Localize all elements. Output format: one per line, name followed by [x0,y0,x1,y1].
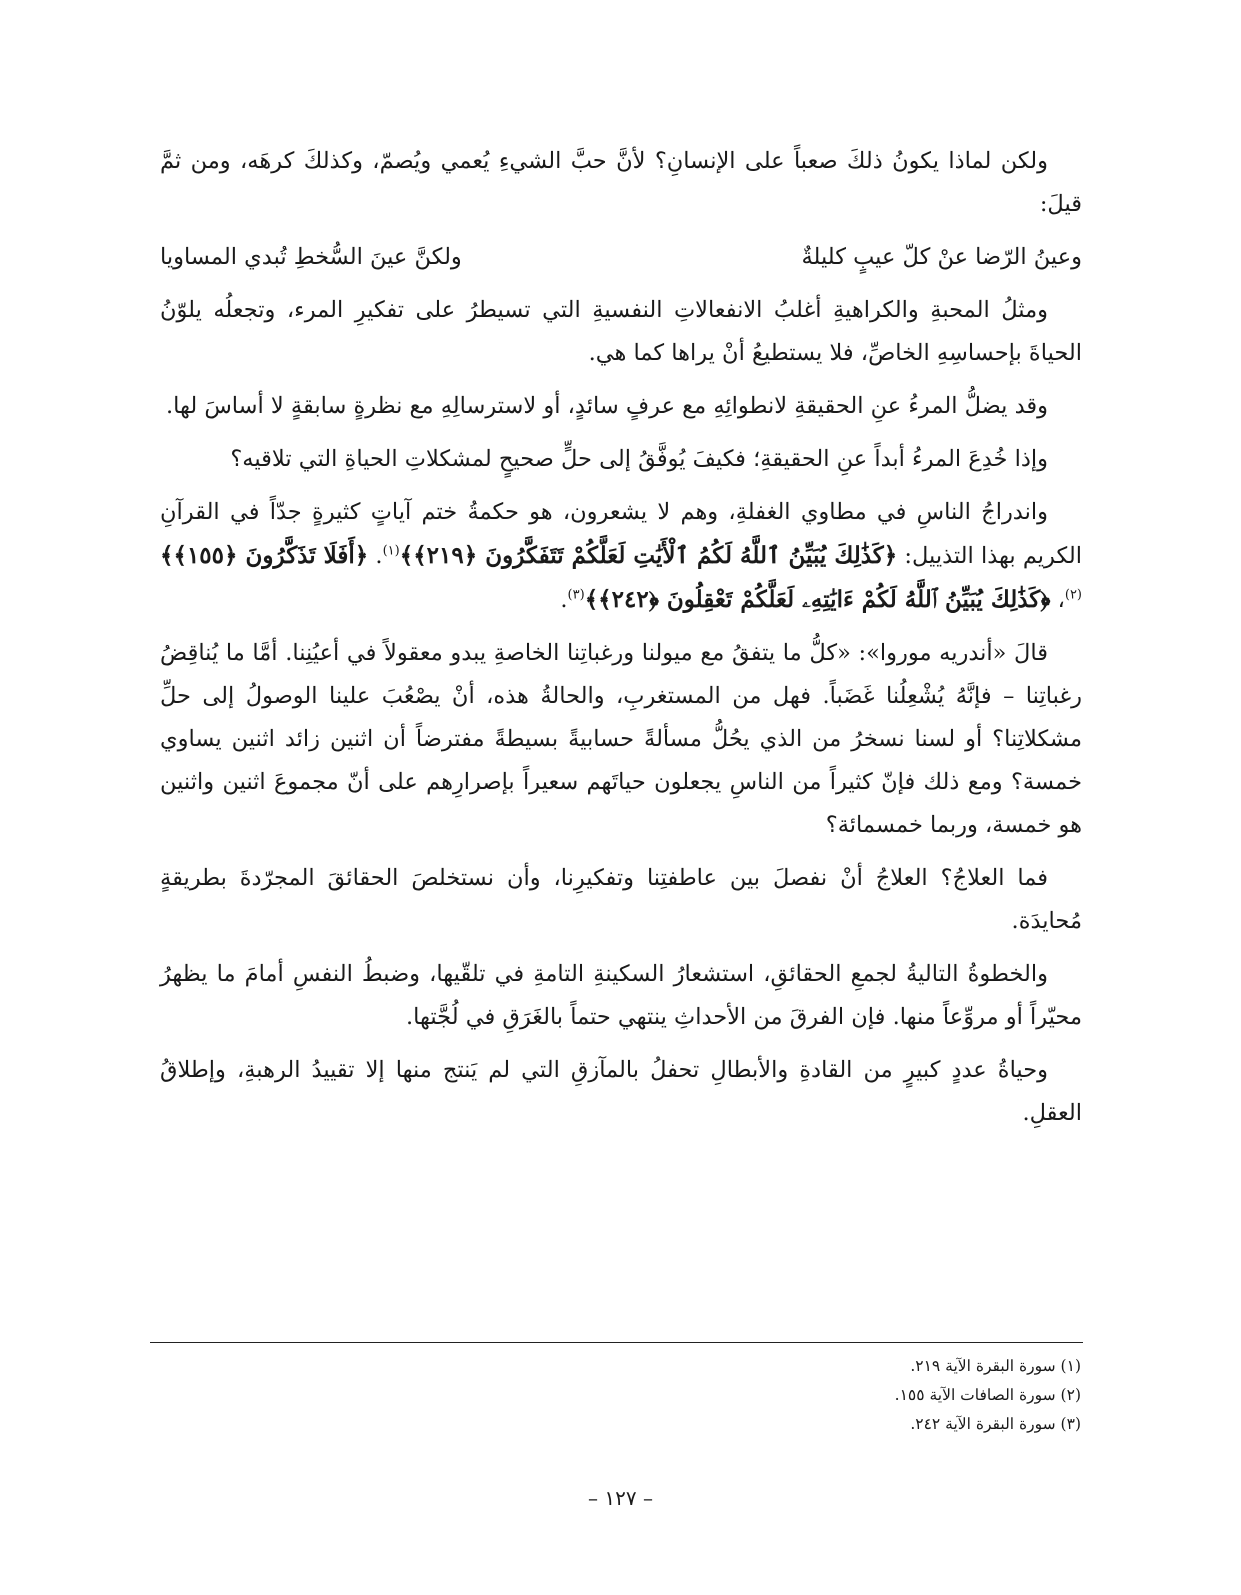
quran-verse-3: ﴿كَذَٰلِكَ يُبَيِّنُ ٱللَّهُ لَكُمْ ءَايَٰتِهِۦ لَعَلَّكُمْ تَعْقِلُونَ ﴿٢٤٢﴾﴾ [584,586,1051,613]
paragraph-3: ومثلُ المحبةِ والكراهيةِ أغلبُ الانفعالاتِ النفسيةِ التي تسيطرُ على تفكيرِ المرء، وتجعلُه يلوّنُ الحياةَ بإحساسِهِ الخاصِّ، فلا يستطيعُ أنْ يراها كما هي. [160,297,1082,366]
footnote-ref-1[interactable]: (١) [382,543,400,559]
paragraph-7: قالَ «أندريه موروا»: «كلُّ ما يتفقُ مع ميولنا ورغباتِنا الخاصةِ يبدو معقولاً في أعيُنِنا. أمَّا ما يُناقِضُ رغباتِنا – فإنَّهُ يُشْعِلُنا غَضَباً. فهل من المستغربِ، والحالةُ هذه، أنْ يصْعُبَ علينا الوصولُ إلى حلِّ مشكلاتِنا؟ أو لسنا نسخرُ من الذي يحُلُّ مسألةً حسابيةً بسيطةً مفترضاً أن اثنين زائد اثنين يساوي خمسة؟ ومع ذلك فإنّ كثيراً من الناسِ يجعلون حياتَهم سعيراً بإصرارِهم على أنّ مجموعَ اثنين واثنين هو خمسة، وربما خمسمائة؟ [160,640,1082,838]
footnotes [481,1352,1081,1439]
paragraph-9: والخطوةُ التاليةُ لجمعِ الحقائقِ، استشعارُ السكينةِ التامةِ في تلقّيها، وضبطُ النفسِ أمامَ ما يظهرُ محيّراً أو مروِّعاً منها. فإن الفرقَ من الأحداثِ ينتهي حتماً بالغَرَقِ في لُجَّتها. [160,961,1082,1030]
paragraph-8: فما العلاجُ؟ العلاجُ أنْ نفصلَ بين عاطفتِنا وتفكيرِنا، وأن نستخلصَ الحقائقَ المجرّدةَ بطريقةٍ مُحايدَة. [160,865,1082,934]
paragraph-4: وقد يضلُّ المرءُ عنِ الحقيقةِ لانطوائِهِ مع عرفٍ سائدٍ، أو لاسترسالِهِ مع نظرةٍ سابقةٍ لا أساسَ لها. [165,393,1048,419]
footnote-3: (٣) سورة البقرة الآية ٢٤٢. [910,1415,1081,1433]
page-number: – ١٢٧ – [588,1486,653,1510]
footnote-ref-2[interactable]: (٢) [1064,587,1082,603]
paragraph-6: واندراجُ الناسِ في مطاوي الغفلةِ، وهم لا يشعرون، هو حكمةُ ختم آياتٍ كثيرةٍ جدّاً في القرآنِ الكريم بهذا التذييل: ﴿كَذَٰلِكَ يُبَيِّنُ ٱللَّهُ لَكُمُ ٱلْأَيَٰتِ لَعَلَّكُمْ تَتَفَكَّرُونَ ﴿٢١٩﴾﴾$^{(١)}$. ﴿أَفَلَا تَذَكَّرُونَ ﴿١٥٥﴾﴾$^{(٢)}$، ﴿كَذَٰلِكَ يُبَيِّنُ ٱللَّهُ لَكُمْ ءَايَٰتِهِۦ لَعَلَّكُمْ تَعْقِلُونَ ﴿٢٤٢﴾﴾$^{(٣)}$. [160,499,1083,613]
footnote-1: (١) سورة البقرة الآية ٢١٩. [910,1357,1081,1375]
paragraph-5: وإذا خُدِعَ المرءُ أبداً عنِ الحقيقةِ؛ فكيفَ يُوفَّقُ إلى حلٍّ صحيحٍ لمشكلاتِ الحياةِ التي تلاقيه؟ [230,446,1048,472]
footnote-2: (٢) سورة الصافات الآية ١٥٥. [894,1386,1081,1404]
paragraph-6-intro: واندراجُ الناسِ في مطاوي الغفلةِ، وهم لا يشعرون، هو حكمةُ ختم آياتٍ كثيرةٍ جدّاً في القرآنِ الكريم بهذا التذييل: [160,499,1083,569]
verse-hemistich-1: وعينُ الرّضا عنْ كلّ عيبٍ كليلةٌ [801,244,1082,270]
quran-verse-2: ﴿أَفَلَا تَذَكَّرُونَ ﴿١٥٥﴾﴾ [160,542,369,569]
poetry-verse [160,236,1082,279]
verse-hemistich-2: ولكنَّ عينَ السُّخطِ تُبدي المساويا [160,244,462,270]
paragraph-1: ولكن لماذا يكونُ ذلكَ صعباً على الإنسانِ؟ لأنَّ حبَّ الشيءِ يُعمي ويُصمّ، وكذلكَ كرهَه، ومن ثمَّ قيلَ: [160,148,1082,217]
paragraph-10: وحياةُ عددٍ كبيرٍ من القادةِ والأبطالِ تحفلُ بالمآزقِ التي لم يَنتج منها إلا تقييدُ الرهبةِ، وإطلاقُ العقلِ. [160,1057,1082,1126]
footnote-ref-3[interactable]: (٣) [567,587,585,603]
page-body [160,140,1082,1145]
quran-verse-1: ﴿كَذَٰلِكَ يُبَيِّنُ ٱللَّهُ لَكُمُ ٱلْأَيَٰتِ لَعَلَّكُمْ تَتَفَكَّرُونَ ﴿٢١٩﴾﴾ [399,542,898,569]
footnote-divider [150,1342,1083,1343]
